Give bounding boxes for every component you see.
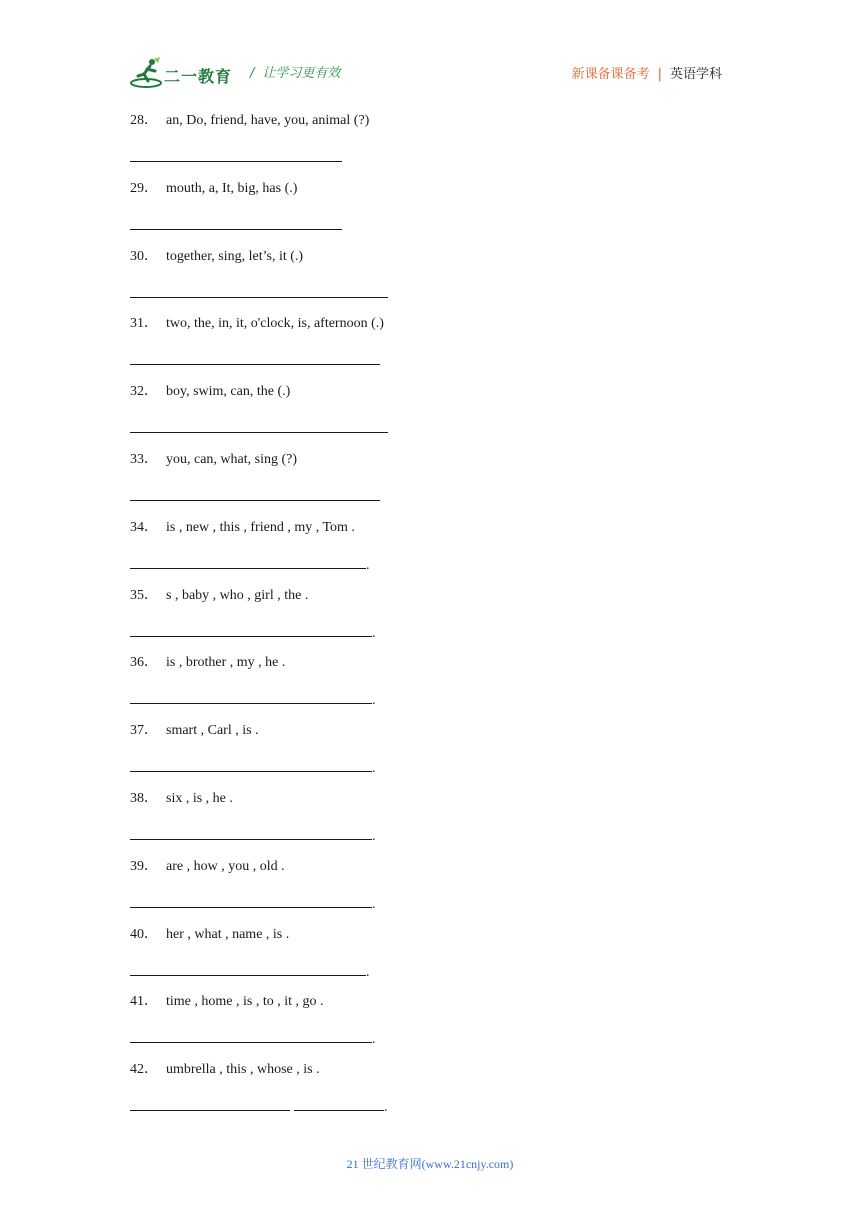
question-item xyxy=(130,315,730,383)
question-number: 41． xyxy=(130,994,158,1010)
answer-blank[interactable] xyxy=(130,284,388,298)
answer-blank[interactable] xyxy=(130,487,380,501)
question-item xyxy=(130,722,730,790)
answer-line[interactable] xyxy=(130,555,370,575)
question-item xyxy=(130,858,730,926)
answer-blank[interactable] xyxy=(130,351,380,365)
answer-line[interactable] xyxy=(130,623,376,643)
logo-text: 二一教育 xyxy=(164,67,233,86)
slogan xyxy=(250,62,340,81)
question-prompt xyxy=(130,654,285,672)
runner-logo-icon xyxy=(130,56,164,90)
answer-end: . xyxy=(372,693,376,709)
question-words: an, Do, friend, have, you, animal (?) xyxy=(166,113,370,128)
question-prompt xyxy=(130,722,259,740)
header-separator: | xyxy=(657,67,662,82)
question-number: 42． xyxy=(130,1062,158,1078)
course-label: 新课备课备考 xyxy=(571,67,650,82)
question-prompt xyxy=(130,180,297,198)
question-words: boy, swim, can, the (.) xyxy=(166,384,291,400)
answer-blank[interactable] xyxy=(130,894,372,908)
question-item xyxy=(130,383,730,451)
answer-end: . xyxy=(372,761,376,777)
question-words: is , new , this , friend , my , Tom . xyxy=(166,519,355,535)
slogan-slash: / xyxy=(250,66,255,81)
question-item xyxy=(130,1061,730,1129)
question-number: 33． xyxy=(130,451,158,467)
question-number: 31． xyxy=(130,316,158,332)
answer-line[interactable] xyxy=(130,487,380,507)
logo xyxy=(130,56,240,90)
question-item xyxy=(130,519,730,587)
question-words: is , brother , my , he . xyxy=(166,655,286,671)
question-words: her , what , name , is . xyxy=(166,926,290,942)
answer-end: . xyxy=(372,1032,376,1048)
question-words: umbrella , this , whose , is . xyxy=(166,1062,320,1078)
question-item xyxy=(130,112,730,180)
question-words: together, sing, let’s, it (.) xyxy=(166,248,304,264)
question-prompt xyxy=(130,451,297,469)
question-prompt xyxy=(130,993,324,1011)
answer-end: . xyxy=(372,896,376,912)
answer-end: . xyxy=(372,828,376,844)
question-number: 36． xyxy=(130,655,158,671)
answer-blank[interactable] xyxy=(130,623,372,637)
answer-blank[interactable] xyxy=(130,148,342,162)
answer-blank[interactable] xyxy=(130,1029,372,1043)
question-words: six , is , he . xyxy=(166,790,233,806)
question-number: 28． xyxy=(130,113,158,128)
question-prompt xyxy=(130,315,384,333)
header-course-info xyxy=(572,63,722,82)
answer-end: . xyxy=(372,625,376,641)
question-prompt xyxy=(130,383,290,401)
answer-blank[interactable] xyxy=(130,555,366,569)
question-words: you, can, what, sing (?) xyxy=(166,451,298,467)
question-number: 29． xyxy=(130,180,158,196)
question-words: s , baby , who , girl , the . xyxy=(166,587,309,603)
answer-blank[interactable] xyxy=(130,690,372,704)
question-words: two, the, in, it, o'clock, is, afternoon (.) xyxy=(166,316,384,332)
question-number: 38． xyxy=(130,790,158,806)
answer-blank[interactable] xyxy=(130,826,372,840)
answer-line[interactable] xyxy=(130,284,388,304)
question-number: 32． xyxy=(130,384,158,400)
answer-line[interactable] xyxy=(130,690,376,710)
question-prompt xyxy=(130,858,285,876)
question-item xyxy=(130,451,730,519)
question-words: time , home , is , to , it , go . xyxy=(166,994,324,1010)
question-item xyxy=(130,993,730,1061)
answer-blank-1[interactable] xyxy=(130,1097,290,1111)
question-item xyxy=(130,248,730,316)
answer-line[interactable] xyxy=(130,216,342,236)
question-number: 30． xyxy=(130,248,158,264)
question-number: 35． xyxy=(130,587,158,603)
question-item xyxy=(130,926,730,994)
subject-label: 英语学科 xyxy=(669,67,722,82)
answer-line[interactable] xyxy=(130,826,376,846)
question-prompt xyxy=(130,248,303,266)
question-item xyxy=(130,790,730,858)
question-item xyxy=(130,587,730,655)
question-number: 37． xyxy=(130,723,158,739)
answer-end: . xyxy=(366,557,370,573)
question-item xyxy=(130,180,730,248)
question-number: 40． xyxy=(130,926,158,942)
answer-line[interactable] xyxy=(130,1097,388,1117)
answer-end: . xyxy=(384,1100,388,1116)
answer-line[interactable] xyxy=(130,419,388,439)
page-header xyxy=(130,56,730,90)
question-number: 34． xyxy=(130,519,158,535)
answer-line[interactable] xyxy=(130,1029,376,1049)
question-prompt xyxy=(130,926,289,944)
question-prompt xyxy=(130,519,355,537)
answer-blank[interactable] xyxy=(130,758,372,772)
question-item xyxy=(130,654,730,722)
answer-blank[interactable] xyxy=(130,962,366,976)
answer-line[interactable] xyxy=(130,148,342,168)
answer-end: . xyxy=(366,964,370,980)
question-list xyxy=(130,112,730,1129)
page-footer: 21 世纪教育网(www.21cnjy.com) xyxy=(346,1157,514,1171)
answer-line[interactable] xyxy=(130,351,380,371)
question-words: smart , Carl , is . xyxy=(166,723,259,739)
question-words: mouth, a, It, big, has (.) xyxy=(166,180,298,196)
answer-blank-2[interactable] xyxy=(294,1097,384,1111)
question-prompt xyxy=(130,587,308,605)
question-words: are , how , you , old . xyxy=(166,858,285,874)
answer-line[interactable] xyxy=(130,962,370,982)
answer-line[interactable] xyxy=(130,758,376,778)
question-prompt xyxy=(130,790,233,808)
question-prompt xyxy=(130,112,369,130)
answer-blank[interactable] xyxy=(130,419,388,433)
answer-line[interactable] xyxy=(130,894,376,914)
answer-blank[interactable] xyxy=(130,216,342,230)
slogan-text: 让学习更有效 xyxy=(262,66,341,81)
question-number: 39． xyxy=(130,858,158,874)
question-prompt xyxy=(130,1061,320,1079)
